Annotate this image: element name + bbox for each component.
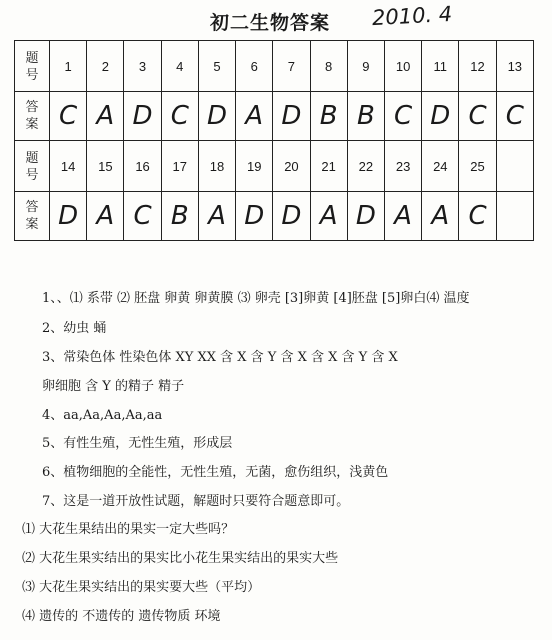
answer-q1: 1、、⑴ 系带 ⑵ 胚盘 卵黄 卵黄膜 ⑶ 卵壳 [3]卵黄 [4]胚盘 [5]卵白⑷ 温度: [42, 291, 470, 306]
answer-cell: D: [347, 192, 384, 241]
answer-cell: C: [496, 92, 533, 141]
answer-q7-sub2: ⑵ 大花生果实结出的果实比小花生果实结出的果实大些: [22, 551, 339, 566]
row-header-answer: 答 案: [15, 92, 50, 141]
answer-cell: A: [384, 192, 421, 241]
answer-q6: 6、植物细胞的全能性，无性生殖，无菌，愈伤组织，浅黄色: [42, 465, 389, 480]
answer-cell: C: [161, 92, 198, 141]
answer-cell: C: [50, 92, 87, 141]
question-number: 24: [422, 141, 459, 192]
handwritten-date: 2010. 4: [371, 1, 453, 31]
answer-cell: C: [384, 92, 421, 141]
question-number: 22: [347, 141, 384, 192]
answer-q3-line1: 3、常染色体 性染色体 XY XX 含 X 含 Y 含 X 含 X 含 Y 含 X: [42, 350, 398, 365]
answer-q3-line2: 卵细胞 含 Y 的精子 精子: [42, 379, 185, 394]
row-header-number: 题 号: [15, 141, 50, 192]
row-header-answer: 答 案: [15, 192, 50, 241]
answer-q5: 5、有性生殖，无性生殖，形成层: [42, 436, 233, 451]
answer-cell: D: [273, 92, 310, 141]
answer-cell: D: [124, 92, 161, 141]
question-number: 5: [198, 41, 235, 92]
answer-cell: D: [422, 92, 459, 141]
answer-cell: B: [347, 92, 384, 141]
answer-cell: D: [50, 192, 87, 241]
answer-cell: A: [198, 192, 235, 241]
answer-cell: A: [87, 92, 124, 141]
question-number: 9: [347, 41, 384, 92]
answer-q4: 4、aa,Aa,Aa,Aa,aa: [42, 408, 163, 423]
answer-q7-sub3: ⑶ 大花生果实结出的果实要大些（平均）: [22, 580, 261, 595]
question-number: 3: [124, 41, 161, 92]
answer-q7: 7、这是一道开放性试题，解题时只要符合题意即可。: [42, 494, 350, 509]
question-number: 14: [50, 141, 87, 192]
row-header-number: 题 号: [15, 41, 50, 92]
question-number: 16: [124, 141, 161, 192]
question-number: 21: [310, 141, 347, 192]
question-number: 12: [459, 41, 496, 92]
question-number: 17: [161, 141, 198, 192]
answer-cell: C: [459, 92, 496, 141]
answer-cell: D: [236, 192, 273, 241]
page-title: 初二生物答案: [210, 12, 331, 34]
answer-cell: A: [422, 192, 459, 241]
answer-cell: B: [161, 192, 198, 241]
question-number: 8: [310, 41, 347, 92]
question-number: 23: [384, 141, 421, 192]
question-number: 10: [384, 41, 421, 92]
answer-cell: C: [459, 192, 496, 241]
question-number: 2: [87, 41, 124, 92]
question-number: 13: [496, 41, 533, 92]
answer-q7-sub4: ⑷ 遗传的 不遗传的 遗传物质 环境: [22, 609, 221, 624]
question-number: 19: [236, 141, 273, 192]
question-number: 20: [273, 141, 310, 192]
question-number: 15: [87, 141, 124, 192]
question-number: 7: [273, 41, 310, 92]
answer-cell: C: [124, 192, 161, 241]
answer-q7-sub1: ⑴ 大花生果结出的果实一定大些吗？: [22, 522, 235, 537]
question-number: 1: [50, 41, 87, 92]
question-number: 25: [459, 141, 496, 192]
question-number: 18: [198, 141, 235, 192]
question-number: 4: [161, 41, 198, 92]
answer-cell: B: [310, 92, 347, 141]
answer-cell: A: [87, 192, 124, 241]
question-number: 11: [422, 41, 459, 92]
question-number: 6: [236, 41, 273, 92]
answer-cell: D: [198, 92, 235, 141]
answer-q2: 2、幼虫 蛹: [42, 321, 107, 336]
answer-cell: D: [273, 192, 310, 241]
answer-cell: A: [310, 192, 347, 241]
answer-cell: A: [236, 92, 273, 141]
